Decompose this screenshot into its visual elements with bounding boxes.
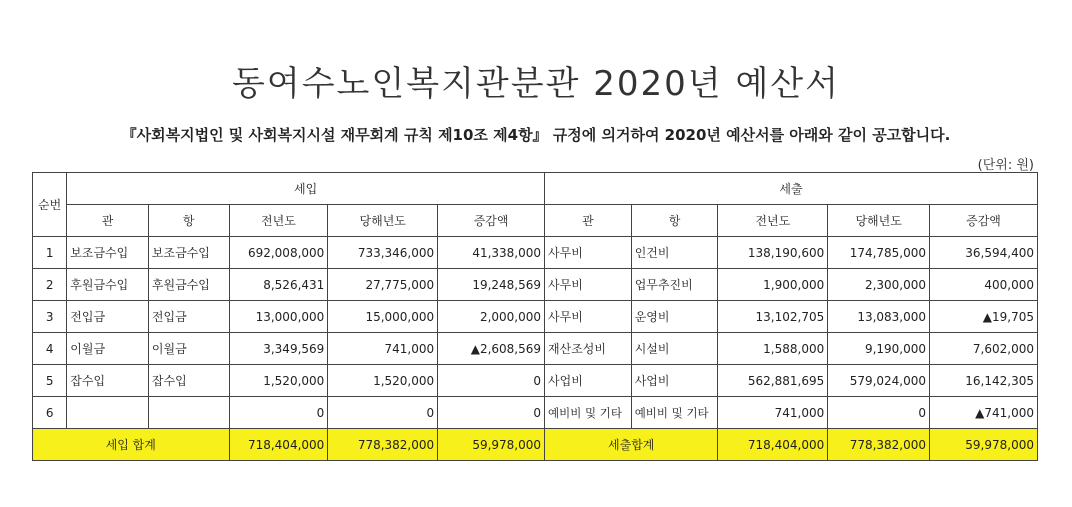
cell-rev-curr: 733,346,000 (328, 237, 438, 269)
cell-exp-prev: 13,102,705 (718, 301, 828, 333)
cell-rev-curr: 0 (328, 397, 438, 429)
table-row (33, 237, 1038, 269)
cell-rev-diff: 19,248,569 (438, 269, 545, 301)
cell-rev-prev: 3,349,569 (229, 333, 328, 365)
cell-exp-diff: 400,000 (930, 269, 1038, 301)
cell-rev-diff: 0 (438, 397, 545, 429)
cell-rev-gwan: 잡수입 (67, 365, 149, 397)
cell-exp-diff: 36,594,400 (930, 237, 1038, 269)
expense-total-label: 세출합계 (545, 429, 718, 461)
cell-exp-hang: 인건비 (631, 237, 718, 269)
cell-exp-diff: ▲741,000 (930, 397, 1038, 429)
cell-rev-curr: 741,000 (328, 333, 438, 365)
cell-rev-gwan: 이월금 (67, 333, 149, 365)
table-row (33, 301, 1038, 333)
cell-seq: 6 (33, 397, 67, 429)
cell-rev-diff: 0 (438, 365, 545, 397)
cell-rev-hang: 전입금 (148, 301, 229, 333)
header-exp-prev: 전년도 (718, 205, 828, 237)
cell-exp-prev: 1,900,000 (718, 269, 828, 301)
cell-rev-hang: 이월금 (148, 333, 229, 365)
cell-rev-prev: 8,526,431 (229, 269, 328, 301)
revenue-total-prev: 718,404,000 (229, 429, 328, 461)
header-rev-gwan: 관 (67, 205, 149, 237)
cell-seq: 1 (33, 237, 67, 269)
cell-exp-gwan: 사무비 (545, 269, 632, 301)
cell-exp-curr: 579,024,000 (828, 365, 930, 397)
page-title: 동여수노인복지관분관 2020년 예산서 (232, 64, 840, 104)
cell-rev-diff: 41,338,000 (438, 237, 545, 269)
cell-exp-hang: 사업비 (631, 365, 718, 397)
cell-exp-diff: 7,602,000 (930, 333, 1038, 365)
revenue-total-curr: 778,382,000 (328, 429, 438, 461)
cell-rev-gwan (67, 397, 149, 429)
cell-exp-prev: 741,000 (718, 397, 828, 429)
cell-exp-hang: 예비비 및 기타 (631, 397, 718, 429)
cell-exp-diff: 16,142,305 (930, 365, 1038, 397)
notice-subtitle: 『사회복지법인 및 사회복지시설 재무회계 규칙 제10조 제4항』 규정에 의거하여 2020년 예산서를 아래와 같이 공고합니다. (121, 126, 951, 144)
header-seq: 순번 (33, 173, 67, 237)
cell-rev-curr: 15,000,000 (328, 301, 438, 333)
cell-exp-hang: 시설비 (631, 333, 718, 365)
header-exp-curr: 당해년도 (828, 205, 930, 237)
cell-exp-prev: 138,190,600 (718, 237, 828, 269)
table-row (33, 333, 1038, 365)
cell-exp-prev: 1,588,000 (718, 333, 828, 365)
cell-exp-gwan: 사무비 (545, 301, 632, 333)
header-rev-hang: 항 (148, 205, 229, 237)
cell-exp-gwan: 사무비 (545, 237, 632, 269)
expense-total-prev: 718,404,000 (718, 429, 828, 461)
cell-rev-gwan: 보조금수입 (67, 237, 149, 269)
cell-seq: 5 (33, 365, 67, 397)
unit-label: (단위: 원) (977, 158, 1034, 173)
cell-rev-curr: 1,520,000 (328, 365, 438, 397)
header-exp-diff: 증감액 (930, 205, 1038, 237)
budget-table (32, 172, 1038, 461)
cell-exp-hang: 업무추진비 (631, 269, 718, 301)
header-revenue: 세입 (67, 173, 545, 205)
cell-exp-gwan: 재산조성비 (545, 333, 632, 365)
cell-rev-hang: 보조금수입 (148, 237, 229, 269)
expense-total-diff: 59,978,000 (930, 429, 1038, 461)
cell-rev-gwan: 전입금 (67, 301, 149, 333)
cell-rev-hang: 잡수입 (148, 365, 229, 397)
table-row (33, 397, 1038, 429)
revenue-total-diff: 59,978,000 (438, 429, 545, 461)
totals-row (33, 429, 1038, 461)
cell-rev-prev: 13,000,000 (229, 301, 328, 333)
cell-seq: 3 (33, 301, 67, 333)
header-rev-curr: 당해년도 (328, 205, 438, 237)
header-exp-hang: 항 (631, 205, 718, 237)
cell-exp-curr: 13,083,000 (828, 301, 930, 333)
cell-exp-gwan: 예비비 및 기타 (545, 397, 632, 429)
table-row (33, 269, 1038, 301)
header-rev-prev: 전년도 (229, 205, 328, 237)
cell-rev-prev: 1,520,000 (229, 365, 328, 397)
header-expense: 세출 (545, 173, 1038, 205)
header-exp-gwan: 관 (545, 205, 632, 237)
cell-rev-curr: 27,775,000 (328, 269, 438, 301)
cell-seq: 2 (33, 269, 67, 301)
cell-exp-gwan: 사업비 (545, 365, 632, 397)
cell-exp-curr: 0 (828, 397, 930, 429)
expense-total-curr: 778,382,000 (828, 429, 930, 461)
revenue-total-label: 세입 합계 (33, 429, 230, 461)
cell-exp-hang: 운영비 (631, 301, 718, 333)
cell-rev-prev: 0 (229, 397, 328, 429)
cell-rev-hang (148, 397, 229, 429)
cell-rev-hang: 후원금수입 (148, 269, 229, 301)
cell-exp-diff: ▲19,705 (930, 301, 1038, 333)
cell-exp-curr: 9,190,000 (828, 333, 930, 365)
cell-exp-prev: 562,881,695 (718, 365, 828, 397)
cell-rev-prev: 692,008,000 (229, 237, 328, 269)
cell-rev-diff: 2,000,000 (438, 301, 545, 333)
table-row (33, 365, 1038, 397)
cell-rev-gwan: 후원금수입 (67, 269, 149, 301)
header-rev-diff: 증감액 (438, 205, 545, 237)
cell-seq: 4 (33, 333, 67, 365)
cell-rev-diff: ▲2,608,569 (438, 333, 545, 365)
cell-exp-curr: 174,785,000 (828, 237, 930, 269)
cell-exp-curr: 2,300,000 (828, 269, 930, 301)
